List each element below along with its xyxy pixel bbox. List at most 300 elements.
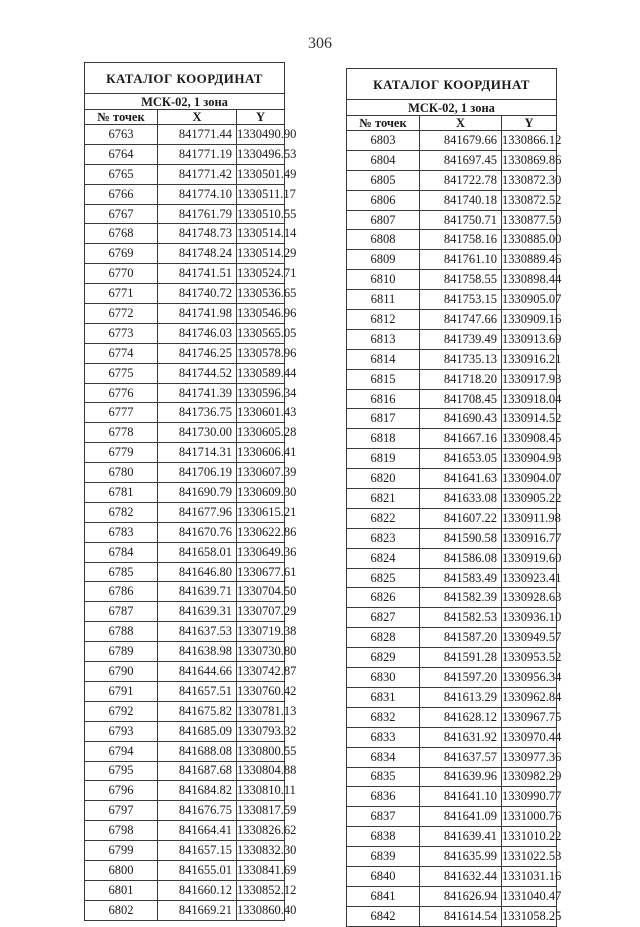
y-coordinate-cell: 1330953.52: [502, 648, 557, 668]
x-coordinate-cell: 841740.18: [420, 190, 502, 210]
table-row: [347, 429, 557, 449]
table-row: [347, 409, 557, 429]
point-number-cell: 6824: [347, 548, 420, 568]
x-coordinate-cell: 841748.24: [158, 244, 237, 264]
table-row: [347, 290, 557, 310]
y-coordinate-cell: 1330800.55: [237, 741, 285, 761]
x-coordinate-cell: 841758.16: [420, 230, 502, 250]
table-row: [347, 747, 557, 767]
x-coordinate-cell: 841655.01: [158, 860, 237, 880]
x-coordinate-cell: 841639.96: [420, 767, 502, 787]
table-row: [347, 727, 557, 747]
y-coordinate-cell: 1330898.44: [502, 270, 557, 290]
table-row: [85, 443, 285, 463]
catalog-title: КАТАЛОГ КООРДИНАТ: [347, 69, 557, 100]
y-coordinate-cell: 1330826.62: [237, 821, 285, 841]
x-coordinate-cell: 841657.51: [158, 681, 237, 701]
table-row: [85, 323, 285, 343]
y-coordinate-cell: 1330866.12: [502, 131, 557, 151]
table-row: [85, 582, 285, 602]
x-coordinate-cell: 841646.80: [158, 562, 237, 582]
y-coordinate-cell: 1330601.43: [237, 403, 285, 423]
y-coordinate-cell: 1330872.52: [502, 190, 557, 210]
point-number-cell: 6770: [85, 264, 158, 284]
table-row: [85, 304, 285, 324]
x-coordinate-cell: 841690.43: [420, 409, 502, 429]
y-coordinate-cell: 1330841.69: [237, 860, 285, 880]
x-coordinate-cell: 841639.31: [158, 602, 237, 622]
point-number-cell: 6765: [85, 164, 158, 184]
point-number-cell: 6832: [347, 707, 420, 727]
x-coordinate-cell: 841706.19: [158, 463, 237, 483]
y-coordinate-cell: 1330918.04: [502, 389, 557, 409]
point-number-cell: 6797: [85, 801, 158, 821]
x-coordinate-cell: 841697.45: [420, 150, 502, 170]
table-row: [85, 900, 285, 920]
table-row: [347, 628, 557, 648]
point-number-cell: 6795: [85, 761, 158, 781]
x-coordinate-cell: 841722.78: [420, 170, 502, 190]
x-coordinate-cell: 841664.41: [158, 821, 237, 841]
y-coordinate-cell: 1330490.90: [237, 125, 285, 145]
x-coordinate-cell: 841736.75: [158, 403, 237, 423]
x-coordinate-cell: 841687.68: [158, 761, 237, 781]
x-coordinate-cell: 841746.25: [158, 343, 237, 363]
table-row: [85, 343, 285, 363]
x-coordinate-cell: 841730.00: [158, 423, 237, 443]
table-row: [85, 483, 285, 503]
y-coordinate-cell: 1330649.36: [237, 542, 285, 562]
point-number-cell: 6821: [347, 489, 420, 509]
point-number-cell: 6789: [85, 642, 158, 662]
point-number-cell: 6799: [85, 841, 158, 861]
point-number-cell: 6784: [85, 542, 158, 562]
y-coordinate-cell: 1330578.96: [237, 343, 285, 363]
point-number-cell: 6763: [85, 125, 158, 145]
x-coordinate-cell: 841631.92: [420, 727, 502, 747]
page-number: 306: [308, 35, 332, 52]
point-number-cell: 6812: [347, 310, 420, 330]
x-coordinate-cell: 841653.05: [420, 449, 502, 469]
table-row: [347, 707, 557, 727]
point-number-cell: 6829: [347, 648, 420, 668]
table-row: [85, 721, 285, 741]
point-number-cell: 6835: [347, 767, 420, 787]
x-coordinate-cell: 841761.79: [158, 204, 237, 224]
y-coordinate-cell: 1330869.86: [502, 150, 557, 170]
x-coordinate-cell: 841750.71: [420, 210, 502, 230]
y-coordinate-cell: 1330904.07: [502, 469, 557, 489]
point-number-cell: 6790: [85, 662, 158, 682]
table-row: [85, 244, 285, 264]
point-number-cell: 6788: [85, 622, 158, 642]
y-coordinate-cell: 1330677.61: [237, 562, 285, 582]
point-number-cell: 6822: [347, 508, 420, 528]
point-number-cell: 6766: [85, 184, 158, 204]
y-coordinate-cell: 1330605.28: [237, 423, 285, 443]
table-row: [85, 224, 285, 244]
column-header-point-number: № точек: [85, 110, 158, 125]
point-number-cell: 6804: [347, 150, 420, 170]
point-number-cell: 6840: [347, 866, 420, 886]
point-number-cell: 6772: [85, 304, 158, 324]
y-coordinate-cell: 1330905.07: [502, 290, 557, 310]
catalog-zone: МСК-02, 1 зона: [347, 100, 557, 116]
y-coordinate-cell: 1330913.69: [502, 329, 557, 349]
y-coordinate-cell: 1330514.14: [237, 224, 285, 244]
x-coordinate-cell: 841669.21: [158, 900, 237, 920]
table-row: [347, 807, 557, 827]
point-number-cell: 6773: [85, 323, 158, 343]
x-coordinate-cell: 841639.71: [158, 582, 237, 602]
table-row: [347, 588, 557, 608]
y-coordinate-cell: 1330889.46: [502, 250, 557, 270]
point-number-cell: 6809: [347, 250, 420, 270]
y-coordinate-cell: 1330990.77: [502, 787, 557, 807]
table-row: [347, 250, 557, 270]
table-row: [85, 880, 285, 900]
y-coordinate-cell: 1330919.60: [502, 548, 557, 568]
x-coordinate-cell: 841632.44: [420, 866, 502, 886]
table-row: [85, 741, 285, 761]
y-coordinate-cell: 1331022.53: [502, 847, 557, 867]
point-number-cell: 6767: [85, 204, 158, 224]
point-number-cell: 6779: [85, 443, 158, 463]
point-number-cell: 6823: [347, 528, 420, 548]
x-coordinate-cell: 841613.29: [420, 687, 502, 707]
point-number-cell: 6774: [85, 343, 158, 363]
table-row: [347, 329, 557, 349]
point-number-cell: 6834: [347, 747, 420, 767]
table-row: [85, 164, 285, 184]
y-coordinate-cell: 1330511.17: [237, 184, 285, 204]
y-coordinate-cell: 1330501.49: [237, 164, 285, 184]
y-coordinate-cell: 1330923.41: [502, 568, 557, 588]
y-coordinate-cell: 1330905.22: [502, 489, 557, 509]
x-coordinate-cell: 841758.55: [420, 270, 502, 290]
x-coordinate-cell: 841676.75: [158, 801, 237, 821]
x-coordinate-cell: 841746.03: [158, 323, 237, 343]
x-coordinate-cell: 841582.53: [420, 608, 502, 628]
point-number-cell: 6841: [347, 886, 420, 906]
y-coordinate-cell: 1330760.42: [237, 681, 285, 701]
table-row: [347, 648, 557, 668]
y-coordinate-cell: 1330742.87: [237, 662, 285, 682]
point-number-cell: 6775: [85, 363, 158, 383]
y-coordinate-cell: 1330936.10: [502, 608, 557, 628]
x-coordinate-cell: 841753.15: [420, 290, 502, 310]
table-row: [347, 608, 557, 628]
y-coordinate-cell: 1330832.30: [237, 841, 285, 861]
y-coordinate-cell: 1330977.36: [502, 747, 557, 767]
y-coordinate-cell: 1330565.05: [237, 323, 285, 343]
x-coordinate-cell: 841641.10: [420, 787, 502, 807]
table-row: [347, 827, 557, 847]
x-coordinate-cell: 841748.73: [158, 224, 237, 244]
y-coordinate-cell: 1330956.34: [502, 668, 557, 688]
point-number-cell: 6803: [347, 131, 420, 151]
point-number-cell: 6837: [347, 807, 420, 827]
x-coordinate-cell: 841660.12: [158, 880, 237, 900]
point-number-cell: 6811: [347, 290, 420, 310]
point-number-cell: 6771: [85, 284, 158, 304]
point-number-cell: 6836: [347, 787, 420, 807]
catalog-rows: [347, 131, 562, 927]
y-coordinate-cell: 1330917.93: [502, 369, 557, 389]
table-row: [85, 761, 285, 781]
y-coordinate-cell: 1330949.57: [502, 628, 557, 648]
y-coordinate-cell: 1330872.30: [502, 170, 557, 190]
table-row: [85, 204, 285, 224]
point-number-cell: 6816: [347, 389, 420, 409]
table-row: [347, 886, 557, 906]
x-coordinate-cell: 841771.44: [158, 125, 237, 145]
table-row: [347, 131, 557, 151]
table-row: [347, 528, 557, 548]
table-row: [347, 767, 557, 787]
table-row: [85, 662, 285, 682]
table-row: [85, 522, 285, 542]
table-row: [85, 801, 285, 821]
point-number-cell: 6833: [347, 727, 420, 747]
x-coordinate-cell: 841635.99: [420, 847, 502, 867]
y-coordinate-cell: 1330524.71: [237, 264, 285, 284]
y-coordinate-cell: 1330607.39: [237, 463, 285, 483]
point-number-cell: 6825: [347, 568, 420, 588]
table-row: [85, 383, 285, 403]
point-number-cell: 6800: [85, 860, 158, 880]
point-number-cell: 6828: [347, 628, 420, 648]
x-coordinate-cell: 841739.49: [420, 329, 502, 349]
point-number-cell: 6838: [347, 827, 420, 847]
y-coordinate-cell: 1330546.96: [237, 304, 285, 324]
y-coordinate-cell: 1330967.75: [502, 707, 557, 727]
y-coordinate-cell: 1331000.76: [502, 807, 557, 827]
table-row: [85, 284, 285, 304]
y-coordinate-cell: 1330514.29: [237, 244, 285, 264]
x-coordinate-cell: 841641.63: [420, 469, 502, 489]
y-coordinate-cell: 1330609.30: [237, 483, 285, 503]
x-coordinate-cell: 841670.76: [158, 522, 237, 542]
table-row: [85, 403, 285, 423]
x-coordinate-cell: 841591.28: [420, 648, 502, 668]
x-coordinate-cell: 841637.53: [158, 622, 237, 642]
catalog-zone: МСК-02, 1 зона: [85, 94, 285, 110]
point-number-cell: 6831: [347, 687, 420, 707]
y-coordinate-cell: 1330536.65: [237, 284, 285, 304]
point-number-cell: 6830: [347, 668, 420, 688]
x-coordinate-cell: 841587.20: [420, 628, 502, 648]
y-coordinate-cell: 1331010.22: [502, 827, 557, 847]
y-coordinate-cell: 1330496.53: [237, 144, 285, 164]
table-row: [85, 602, 285, 622]
point-number-cell: 6819: [347, 449, 420, 469]
point-number-cell: 6827: [347, 608, 420, 628]
table-row: [347, 349, 557, 369]
x-coordinate-cell: 841688.08: [158, 741, 237, 761]
coordinate-catalog-right: [346, 68, 562, 927]
point-number-cell: 6776: [85, 383, 158, 403]
x-coordinate-cell: 841639.41: [420, 827, 502, 847]
y-coordinate-cell: 1330909.16: [502, 310, 557, 330]
x-coordinate-cell: 841657.15: [158, 841, 237, 861]
table-row: [347, 548, 557, 568]
point-number-cell: 6839: [347, 847, 420, 867]
table-row: [347, 449, 557, 469]
x-coordinate-cell: 841582.39: [420, 588, 502, 608]
table-row: [347, 170, 557, 190]
point-number-cell: 6769: [85, 244, 158, 264]
table-row: [85, 701, 285, 721]
x-coordinate-cell: 841690.79: [158, 483, 237, 503]
y-coordinate-cell: 1330781.13: [237, 701, 285, 721]
table-row: [347, 787, 557, 807]
x-coordinate-cell: 841614.54: [420, 906, 502, 926]
y-coordinate-cell: 1330622.86: [237, 522, 285, 542]
x-coordinate-cell: 841685.09: [158, 721, 237, 741]
table-row: [347, 508, 557, 528]
y-coordinate-cell: 1330817.59: [237, 801, 285, 821]
y-coordinate-cell: 1331031.16: [502, 866, 557, 886]
table-row: [347, 270, 557, 290]
point-number-cell: 6764: [85, 144, 158, 164]
x-coordinate-cell: 841679.66: [420, 131, 502, 151]
table-row: [85, 423, 285, 443]
point-number-cell: 6817: [347, 409, 420, 429]
column-header-x: X: [420, 116, 502, 131]
x-coordinate-cell: 841590.58: [420, 528, 502, 548]
y-coordinate-cell: 1330615.21: [237, 502, 285, 522]
x-coordinate-cell: 841607.22: [420, 508, 502, 528]
table-row: [347, 310, 557, 330]
point-number-cell: 6783: [85, 522, 158, 542]
y-coordinate-cell: 1330970.44: [502, 727, 557, 747]
table-row: [85, 821, 285, 841]
point-number-cell: 6793: [85, 721, 158, 741]
x-coordinate-cell: 841583.49: [420, 568, 502, 588]
x-coordinate-cell: 841658.01: [158, 542, 237, 562]
table-row: [85, 681, 285, 701]
x-coordinate-cell: 841626.94: [420, 886, 502, 906]
x-coordinate-cell: 841637.57: [420, 747, 502, 767]
y-coordinate-cell: 1330810.11: [237, 781, 285, 801]
x-coordinate-cell: 841741.98: [158, 304, 237, 324]
column-header-y: Y: [502, 116, 557, 131]
point-number-cell: 6807: [347, 210, 420, 230]
point-number-cell: 6818: [347, 429, 420, 449]
x-coordinate-cell: 841740.72: [158, 284, 237, 304]
y-coordinate-cell: 1330982.29: [502, 767, 557, 787]
point-number-cell: 6813: [347, 329, 420, 349]
table-row: [85, 860, 285, 880]
column-header-point-number: № точек: [347, 116, 420, 131]
point-number-cell: 6826: [347, 588, 420, 608]
y-coordinate-cell: 1330589.44: [237, 363, 285, 383]
x-coordinate-cell: 841747.66: [420, 310, 502, 330]
point-number-cell: 6787: [85, 602, 158, 622]
table-row: [85, 781, 285, 801]
table-row: [347, 906, 557, 926]
table-row: [347, 847, 557, 867]
table-row: [347, 469, 557, 489]
y-coordinate-cell: 1330877.50: [502, 210, 557, 230]
table-row: [85, 562, 285, 582]
table-row: [85, 363, 285, 383]
x-coordinate-cell: 841684.82: [158, 781, 237, 801]
table-row: [347, 668, 557, 688]
table-row: [347, 568, 557, 588]
point-number-cell: 6792: [85, 701, 158, 721]
y-coordinate-cell: 1330928.63: [502, 588, 557, 608]
table-row: [347, 389, 557, 409]
x-coordinate-cell: 841628.12: [420, 707, 502, 727]
y-coordinate-cell: 1330793.32: [237, 721, 285, 741]
point-number-cell: 6815: [347, 369, 420, 389]
x-coordinate-cell: 841708.45: [420, 389, 502, 409]
point-number-cell: 6781: [85, 483, 158, 503]
x-coordinate-cell: 841761.10: [420, 250, 502, 270]
y-coordinate-cell: 1330885.00: [502, 230, 557, 250]
y-coordinate-cell: 1330606.41: [237, 443, 285, 463]
table-row: [85, 125, 285, 145]
x-coordinate-cell: 841718.20: [420, 369, 502, 389]
x-coordinate-cell: 841771.19: [158, 144, 237, 164]
point-number-cell: 6778: [85, 423, 158, 443]
table-row: [85, 622, 285, 642]
y-coordinate-cell: 1330914.52: [502, 409, 557, 429]
y-coordinate-cell: 1330916.21: [502, 349, 557, 369]
table-row: [85, 264, 285, 284]
x-coordinate-cell: 841675.82: [158, 701, 237, 721]
table-row: [85, 542, 285, 562]
x-coordinate-cell: 841677.96: [158, 502, 237, 522]
x-coordinate-cell: 841735.13: [420, 349, 502, 369]
point-number-cell: 6805: [347, 170, 420, 190]
point-number-cell: 6820: [347, 469, 420, 489]
table-row: [347, 150, 557, 170]
table-row: [85, 184, 285, 204]
table-row: [85, 642, 285, 662]
point-number-cell: 6806: [347, 190, 420, 210]
column-header-x: X: [158, 110, 237, 125]
y-coordinate-cell: 1330804.88: [237, 761, 285, 781]
table-row: [347, 687, 557, 707]
point-number-cell: 6802: [85, 900, 158, 920]
y-coordinate-cell: 1330852.12: [237, 880, 285, 900]
table-row: [347, 369, 557, 389]
y-coordinate-cell: 1330707.29: [237, 602, 285, 622]
table-row: [347, 190, 557, 210]
point-number-cell: 6782: [85, 502, 158, 522]
y-coordinate-cell: 1330904.93: [502, 449, 557, 469]
y-coordinate-cell: 1330730.80: [237, 642, 285, 662]
point-number-cell: 6808: [347, 230, 420, 250]
x-coordinate-cell: 841644.66: [158, 662, 237, 682]
y-coordinate-cell: 1330916.77: [502, 528, 557, 548]
x-coordinate-cell: 841771.42: [158, 164, 237, 184]
catalog-title: КАТАЛОГ КООРДИНАТ: [85, 63, 285, 94]
point-number-cell: 6780: [85, 463, 158, 483]
point-number-cell: 6842: [347, 906, 420, 926]
y-coordinate-cell: 1330860.40: [237, 900, 285, 920]
y-coordinate-cell: 1330911.98: [502, 508, 557, 528]
coordinate-catalog-left: [84, 62, 297, 921]
table-row: [347, 866, 557, 886]
x-coordinate-cell: 841667.16: [420, 429, 502, 449]
y-coordinate-cell: 1330908.45: [502, 429, 557, 449]
y-coordinate-cell: 1330510.55: [237, 204, 285, 224]
y-coordinate-cell: 1330596.34: [237, 383, 285, 403]
